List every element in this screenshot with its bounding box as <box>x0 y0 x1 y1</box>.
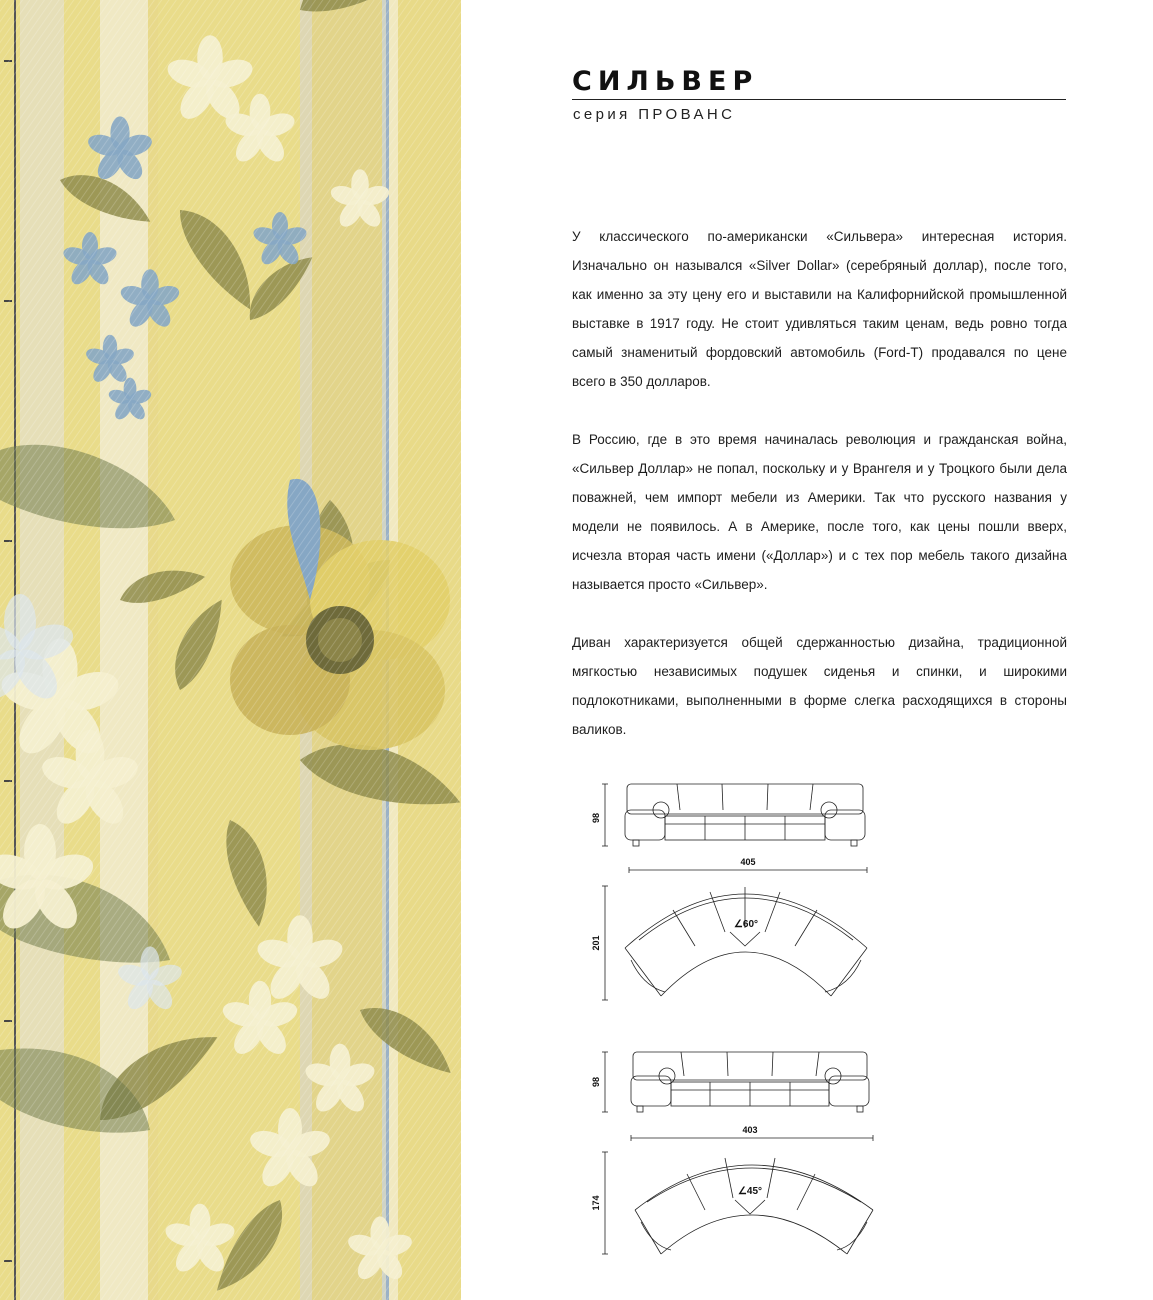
sofa-diagrams <box>585 770 885 1265</box>
sofa2-depth-label: 174 <box>591 1195 601 1211</box>
series-subtitle: серия ПРОВАНС <box>573 106 736 123</box>
sofa1-height-label: 98 <box>591 812 601 824</box>
sofa1-width-label: 405 <box>740 857 756 867</box>
paragraph-russia: В Россию, где в это время начиналась революция и гражданская война, «Сильвер Доллар» не попал, поскольку и у Врангеля и у Троцкого были дела поважней, чем импорт мебели из Америки. Так что русского названия у модели не появилось. А в Америке, после того, как цены пошли вверх, исчезла вторая часть имени («Доллар») и с тех пор мебель такого дизайна называется просто «Сильвер». <box>572 432 1067 592</box>
dimension-drawings <box>585 770 885 1260</box>
sofa2-top-view <box>602 1152 873 1254</box>
sofa1-depth-label: 201 <box>591 935 601 951</box>
sofa2-angle-label: ∠45° <box>737 1186 763 1197</box>
sofa2-width-label: 403 <box>742 1125 758 1135</box>
page-title: СИЛЬВЕР <box>572 66 759 97</box>
floral-fabric-pattern <box>0 0 461 1300</box>
description-text <box>572 222 1067 773</box>
paragraph-history: У классического по-американски «Сильвера» интересная история. Изначально он назывался «Silver Dollar» (серебряный доллар), после того, как именно за эту цену его и выставили на Калифорнийской промышленной выставке в 1917 году. Не стоит удивляться таким ценам, ведь ровно тогда самый знаменитый фордовский автомобиль (Ford-T) продавался по цене всего в 350 долларов. <box>572 229 1067 389</box>
sofa1-top-view <box>602 886 867 1000</box>
title-divider <box>572 99 1066 100</box>
fabric-photo-panel <box>0 0 461 1300</box>
sofa2-front-view <box>602 1052 873 1141</box>
sofa1-front-view <box>602 784 867 873</box>
sofa2-height-label: 98 <box>591 1076 601 1088</box>
sofa1-angle-label: ∠60° <box>733 919 759 930</box>
paragraph-design: Диван характеризуется общей сдержанностью дизайна, традиционной мягкостью независимых подушек сиденья и спинки, и широкими подлокотниками, выполненными в форме слегка расходящихся в стороны валиков. <box>572 635 1067 737</box>
